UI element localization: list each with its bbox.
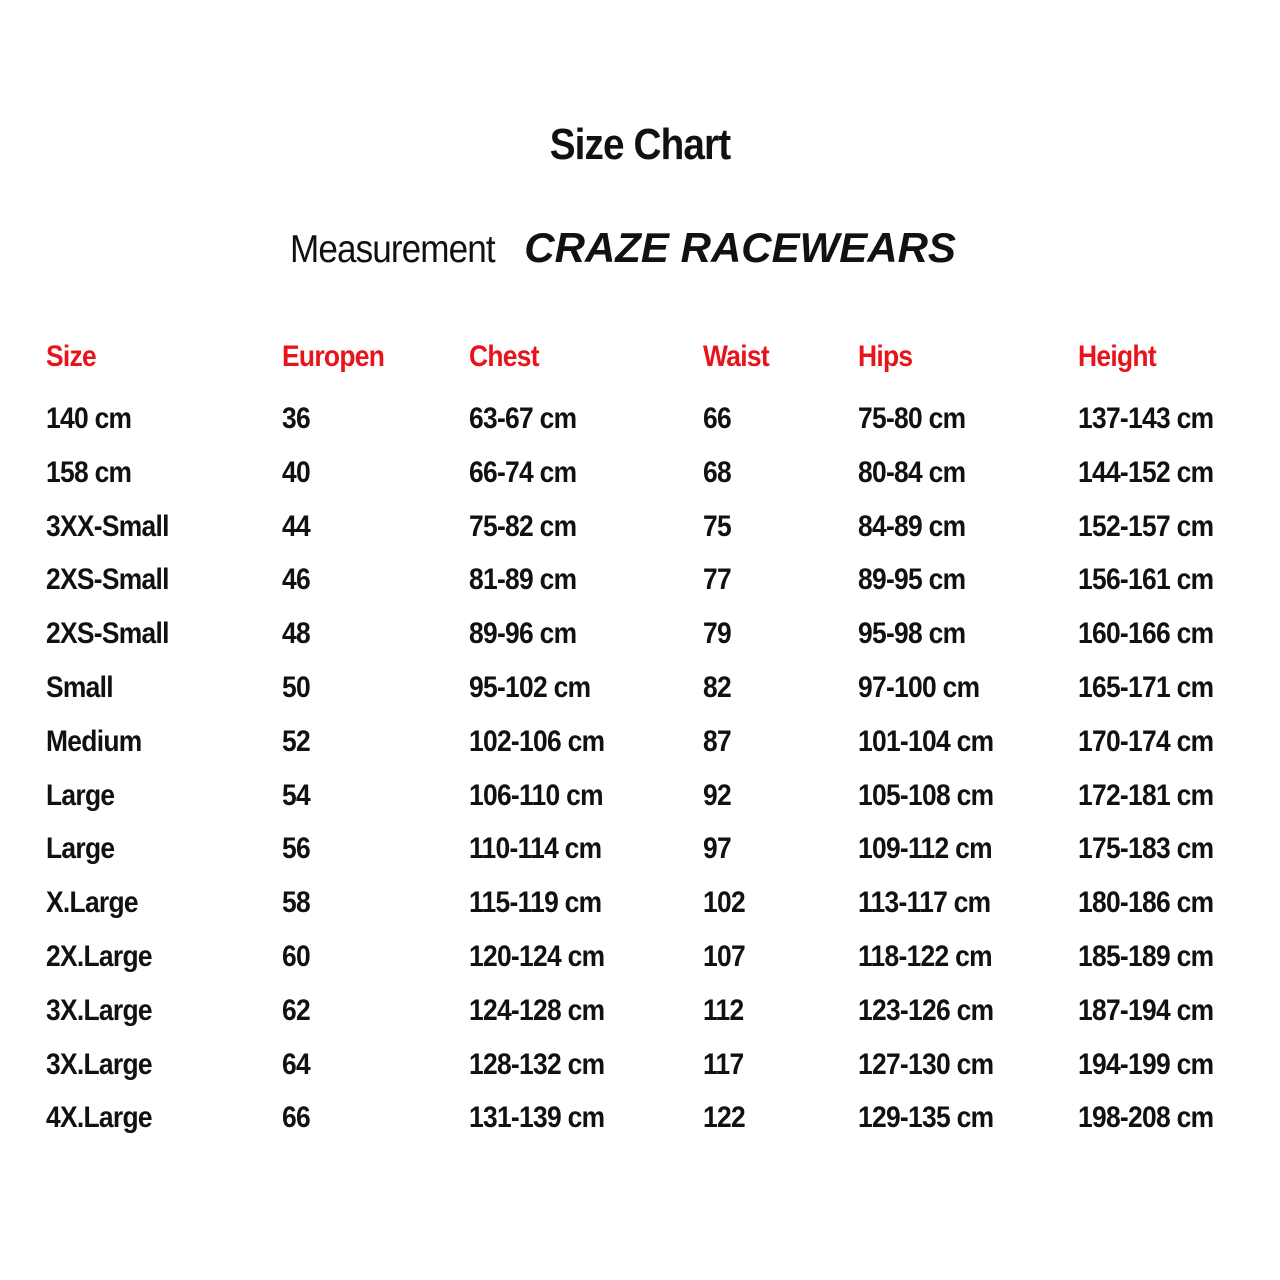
table-cell: 36 [282, 402, 310, 435]
table-row [0, 671, 1280, 711]
table-cell: 105-108 cm [858, 778, 994, 812]
table-cell: 4X.Large [46, 1101, 152, 1135]
table-header-row [0, 340, 1280, 380]
table-cell: 110-114 cm [469, 832, 602, 866]
table-cell: 102-106 cm [469, 724, 605, 758]
table-cell: 52 [282, 724, 310, 758]
table-row [0, 1101, 1280, 1141]
table-cell: 97 [703, 832, 731, 866]
table-cell: Small [46, 671, 113, 704]
table-cell: 117 [703, 1047, 744, 1081]
table-cell: 102 [703, 886, 745, 920]
table-cell: Large [46, 832, 115, 866]
table-cell: 68 [703, 455, 731, 489]
table-row [0, 402, 1280, 442]
table-cell: 113-117 cm [858, 886, 991, 920]
table-cell: 95-98 cm [858, 617, 966, 651]
table-row [0, 563, 1280, 603]
table-cell: 60 [282, 940, 310, 973]
column-header: Size [46, 340, 97, 373]
table-cell: 79 [703, 617, 731, 651]
table-cell: 77 [703, 563, 731, 597]
table-cell: 3X.Large [46, 1047, 152, 1081]
subtitle [290, 224, 956, 272]
table-row [0, 779, 1280, 819]
table-cell: 122 [703, 1101, 745, 1135]
table-cell: 152-157 cm [1078, 509, 1214, 543]
table-cell: 56 [282, 832, 310, 866]
page-title: Size Chart [549, 120, 731, 169]
table-cell: 120-124 cm [469, 940, 605, 973]
table-cell: 115-119 cm [469, 886, 602, 920]
table-cell: 75-82 cm [469, 509, 577, 543]
table-cell: 84-89 cm [858, 509, 966, 543]
table-row [0, 940, 1280, 980]
table-cell: 112 [703, 993, 744, 1027]
table-cell: 89-96 cm [469, 617, 577, 651]
table-cell: 64 [282, 1047, 310, 1081]
table-cell: 2XS-Small [46, 617, 169, 651]
brand-name: CRAZE RACEWEARS [524, 224, 956, 271]
table-cell: 129-135 cm [858, 1101, 994, 1135]
table-row [0, 617, 1280, 657]
table-cell: 172-181 cm [1078, 778, 1214, 812]
table-cell: 107 [703, 940, 745, 973]
table-row [0, 886, 1280, 926]
table-cell: 44 [282, 509, 310, 543]
table-cell: Large [46, 778, 115, 812]
table-cell: 95-102 cm [469, 671, 591, 704]
table-cell: 58 [282, 886, 310, 920]
subtitle-prefix: Measurement [290, 228, 495, 271]
table-cell: 2XS-Small [46, 563, 169, 597]
table-cell: 123-126 cm [858, 993, 994, 1027]
table-cell: 158 cm [46, 455, 132, 489]
table-cell: 109-112 cm [858, 832, 992, 866]
table-cell: 124-128 cm [469, 993, 605, 1027]
column-header: Chest [469, 340, 539, 373]
table-cell: 198-208 cm [1078, 1101, 1214, 1135]
table-cell: 101-104 cm [858, 724, 994, 758]
table-cell: 50 [282, 671, 310, 704]
table-cell: 180-186 cm [1078, 886, 1214, 920]
table-cell: 187-194 cm [1078, 993, 1214, 1027]
table-cell: 75-80 cm [858, 402, 966, 435]
table-cell: 128-132 cm [469, 1047, 605, 1081]
table-cell: 175-183 cm [1078, 832, 1214, 866]
table-cell: 66 [282, 1101, 310, 1135]
column-header: Europen [282, 340, 385, 373]
table-cell: X.Large [46, 886, 138, 920]
table-row [0, 456, 1280, 496]
table-cell: 92 [703, 778, 731, 812]
table-cell: 140 cm [46, 402, 132, 435]
table-cell: 156-161 cm [1078, 563, 1214, 597]
table-cell: 144-152 cm [1078, 455, 1214, 489]
table-cell: 40 [282, 455, 310, 489]
table-cell: 66 [703, 402, 731, 435]
table-cell: 97-100 cm [858, 671, 980, 704]
table-cell: 89-95 cm [858, 563, 966, 597]
column-header: Hips [858, 340, 913, 373]
table-row [0, 832, 1280, 872]
table-cell: 194-199 cm [1078, 1047, 1214, 1081]
table-cell: 80-84 cm [858, 455, 966, 489]
table-cell: 165-171 cm [1078, 671, 1214, 704]
table-cell: 3X.Large [46, 993, 152, 1027]
table-cell: 185-189 cm [1078, 940, 1214, 973]
table-cell: 81-89 cm [469, 563, 577, 597]
table-row [0, 1048, 1280, 1088]
table-row [0, 725, 1280, 765]
table-cell: 75 [703, 509, 731, 543]
table-cell: 46 [282, 563, 310, 597]
table-cell: 3XX-Small [46, 509, 169, 543]
column-header: Waist [703, 340, 769, 373]
table-row [0, 510, 1280, 550]
table-cell: 2X.Large [46, 940, 152, 973]
table-cell: 170-174 cm [1078, 724, 1214, 758]
table-cell: 131-139 cm [469, 1101, 605, 1135]
table-cell: 118-122 cm [858, 940, 992, 973]
table-cell: 54 [282, 778, 310, 812]
table-cell: 62 [282, 993, 310, 1027]
table-cell: Medium [46, 724, 142, 758]
table-cell: 137-143 cm [1078, 402, 1214, 435]
table-cell: 82 [703, 671, 731, 704]
table-cell: 63-67 cm [469, 402, 577, 435]
table-cell: 106-110 cm [469, 778, 603, 812]
table-cell: 87 [703, 724, 731, 758]
table-cell: 160-166 cm [1078, 617, 1214, 651]
table-cell: 48 [282, 617, 310, 651]
table-row [0, 994, 1280, 1034]
column-header: Height [1078, 340, 1156, 373]
table-cell: 127-130 cm [858, 1047, 994, 1081]
table-cell: 66-74 cm [469, 455, 577, 489]
